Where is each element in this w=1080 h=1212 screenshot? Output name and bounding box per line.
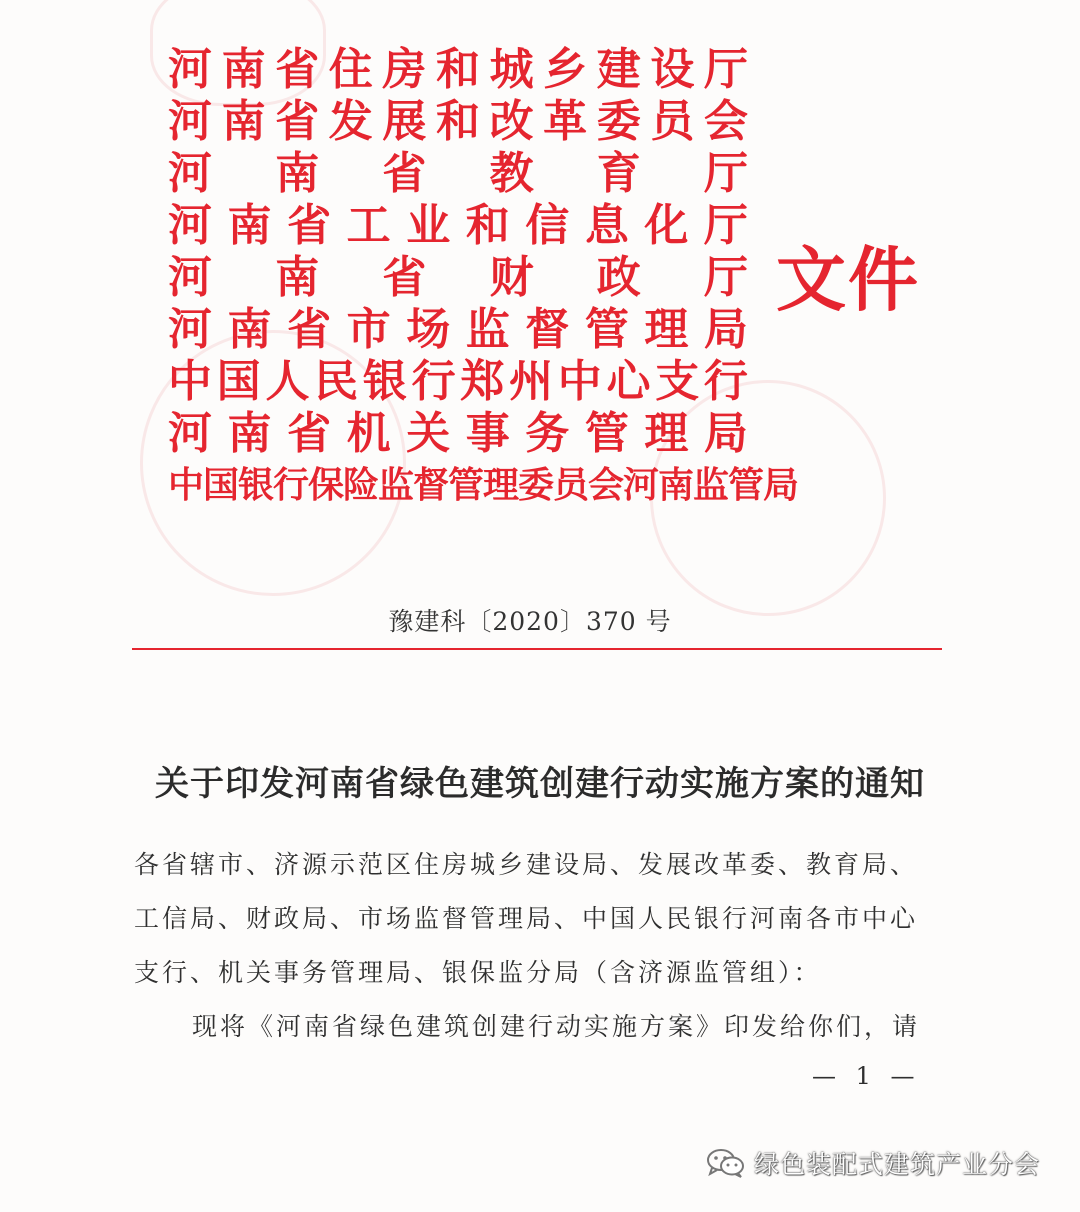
document-number-text: 豫建科〔2020〕370 号 [388, 607, 672, 636]
document-body [134, 838, 944, 1054]
issuing-organizations [168, 44, 799, 510]
wechat-icon [706, 1148, 746, 1178]
account-watermark [706, 1140, 1040, 1186]
body-paragraph: 现将《河南省绿色建筑创建行动实施方案》印发给你们，请 [192, 1012, 921, 1041]
red-divider-line [132, 648, 942, 650]
issuing-org: 河 南 省 市 场 监 督 管 理 局 [168, 304, 748, 355]
issuing-org: 中国银行保险监督管理委员会河南监管局 [168, 464, 799, 506]
issuing-org: 河 南 省 财 政 厅 [168, 252, 748, 303]
issuing-org: 河 南 省 住 房 和 城 乡 建 设 厅 [168, 44, 748, 95]
issuing-org: 中 国 人 民 银 行 郑 州 中 心 支 行 [168, 356, 748, 407]
issuing-org: 河 南 省 发 展 和 改 革 委 员 会 [168, 96, 748, 147]
issuing-org: 河 南 省 教 育 厅 [168, 148, 748, 199]
issuing-org: 河 南 省 机 关 事 务 管 理 局 [168, 408, 748, 459]
addressees-paragraph: 各省辖市、济源示范区住房城乡建设局、发展改革委、教育局、工信局、财政局、市场监督管理局、中国人民银行河南各市中心支行、机关事务管理局、银保监分局（含济源监管组）： [134, 850, 919, 987]
document-type-label: 文件 [776, 238, 920, 321]
document-title: 关于印发河南省绿色建筑创建行动实施方案的通知 [155, 764, 925, 804]
issuing-org: 河 南 省 工 业 和 信 息 化 厅 [168, 200, 748, 251]
document-number [0, 602, 1080, 638]
page-number: — 1 — [812, 1062, 921, 1090]
watermark-text: 绿色装配式建筑产业分会 [754, 1150, 1041, 1179]
